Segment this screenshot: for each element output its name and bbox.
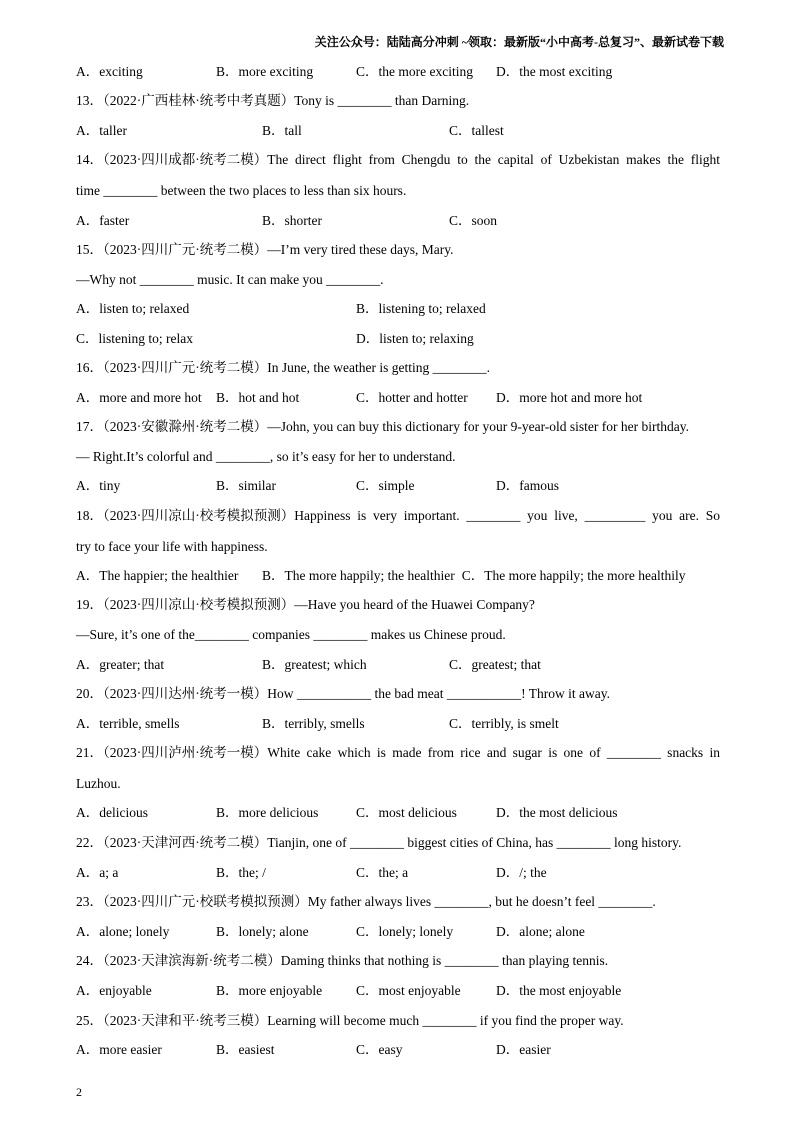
page-number: 2 <box>76 1085 82 1099</box>
question-source: （2023·四川成都·统考二模） <box>103 152 268 167</box>
option-b: B．The more happily; the healthier <box>262 568 455 583</box>
question-prefix <box>76 1012 267 1030</box>
question-text: Tianjin, one of ________ biggest cities of China, has ________ long history. <box>267 835 682 850</box>
question-source: （2023·四川凉山·校考模拟预测） <box>103 597 295 612</box>
option-a: A．enjoyable <box>76 983 152 998</box>
options-row <box>0 389 800 407</box>
question-stem <box>76 1012 624 1030</box>
question-text: Tony is ________ than Darning. <box>294 93 470 108</box>
question-prefix <box>76 893 308 911</box>
question-source: （2023·四川广元·校联考模拟预测） <box>103 894 308 909</box>
question-prefix <box>76 92 294 110</box>
options-row <box>0 330 800 348</box>
question-prefix <box>76 507 294 525</box>
question-number: 23． <box>76 894 103 909</box>
question-stem <box>76 241 453 259</box>
question-number: 20． <box>76 686 103 701</box>
option-c: C．The more happily; the more healthily <box>461 568 686 583</box>
question-prefix <box>76 151 267 169</box>
options-row <box>0 864 800 882</box>
option-b: B．listening to; relaxed <box>356 301 486 316</box>
dialogue-line: — Right.It’s colorful and ________, so it’s easy for her to understand. <box>76 449 456 464</box>
options-row <box>0 1041 800 1059</box>
option-d: D．the most delicious <box>496 805 618 820</box>
option-a: A．terrible, smells <box>76 716 180 731</box>
options-row <box>0 656 800 674</box>
option-a: A．The happier; the healthier <box>76 568 239 583</box>
question-stem <box>76 92 469 110</box>
option-b: B．lonely; alone <box>216 924 309 939</box>
question-source: （2023·四川达州·统考一模） <box>103 686 268 701</box>
option-a: A．a; a <box>76 865 119 880</box>
question-text-continued: Luzhou. <box>76 776 121 791</box>
options-row <box>0 923 800 941</box>
option-c: C．tallest <box>449 123 504 138</box>
question-prefix <box>76 685 267 703</box>
option-c: C．the more exciting <box>356 64 473 79</box>
option-a: A．exciting <box>76 64 143 79</box>
option-c: C．most enjoyable <box>356 983 461 998</box>
option-c: C．listening to; relax <box>76 331 193 346</box>
option-b: B．the; / <box>216 865 266 880</box>
question-stem <box>76 507 720 525</box>
option-c: C．most delicious <box>356 805 457 820</box>
option-d: D．famous <box>496 478 559 493</box>
option-d: D．the most exciting <box>496 64 613 79</box>
question-prefix <box>76 834 267 852</box>
dialogue-line: —Why not ________ music. It can make you ________. <box>76 272 384 287</box>
question-number: 16． <box>76 360 103 375</box>
option-c: C．hotter and hotter <box>356 390 468 405</box>
option-d: D．alone; alone <box>496 924 585 939</box>
question-source: （2023·天津和平·统考三模） <box>103 1013 268 1028</box>
option-d: D．easier <box>496 1042 551 1057</box>
question-source: （2023·四川泸州·统考一模） <box>103 745 268 760</box>
option-d: D．listen to; relaxing <box>356 331 474 346</box>
options-row <box>0 212 800 230</box>
question-source: （2023·安徽滁州·统考二模） <box>103 419 268 434</box>
question-stem <box>76 359 490 377</box>
option-a: A．delicious <box>76 805 148 820</box>
option-c: C．simple <box>356 478 415 493</box>
question-stem <box>76 151 720 169</box>
option-a: A．tiny <box>76 478 121 493</box>
options-row <box>0 477 800 495</box>
question-prefix <box>76 359 267 377</box>
question-number: 13． <box>76 93 103 108</box>
question-text: —John, you can buy this dictionary for your 9-year-old sister for her birthday. <box>267 419 689 434</box>
question-text-continued: time ________ between the two places to less than six hours. <box>76 183 407 198</box>
question-stem <box>76 596 535 614</box>
question-number: 18． <box>76 508 103 523</box>
option-b: B．more delicious <box>216 805 319 820</box>
question-prefix <box>76 952 281 970</box>
question-number: 22． <box>76 835 103 850</box>
option-c: C．terribly, is smelt <box>449 716 559 731</box>
question-text: Daming thinks that nothing is ________ than playing tennis. <box>280 953 609 968</box>
option-a: A．faster <box>76 213 130 228</box>
option-a: A．more and more hot <box>76 390 202 405</box>
question-number: 25． <box>76 1013 103 1028</box>
question-text-continued: try to face your life with happiness. <box>76 539 268 554</box>
option-c: C．lonely; lonely <box>356 924 454 939</box>
continued-options-row <box>0 63 800 81</box>
question-stem <box>76 834 681 852</box>
question-number: 24． <box>76 953 103 968</box>
question-source: （2023·天津河西·统考二模） <box>103 835 268 850</box>
option-a: A．taller <box>76 123 127 138</box>
question-number: 15． <box>76 242 103 257</box>
question-source: （2023·四川广元·统考二模） <box>103 242 268 257</box>
option-b: B．terribly, smells <box>262 716 365 731</box>
question-source: （2023·四川广元·统考二模） <box>103 360 268 375</box>
question-text: My father always lives ________, but he doesn’t feel ________. <box>307 894 656 909</box>
option-b: B．similar <box>216 478 276 493</box>
question-stem <box>76 952 608 970</box>
question-stem <box>76 744 720 762</box>
option-d: D．more hot and more hot <box>496 390 643 405</box>
options-row <box>0 122 800 140</box>
question-source: （2022·广西桂林·统考中考真题） <box>103 93 295 108</box>
option-b: B．more enjoyable <box>216 983 323 998</box>
option-a: A．more easier <box>76 1042 162 1057</box>
option-b: B．easiest <box>216 1042 275 1057</box>
question-stem <box>76 685 610 703</box>
question-prefix <box>76 596 294 614</box>
option-c: C．easy <box>356 1042 403 1057</box>
option-c: C．the; a <box>356 865 409 880</box>
options-row <box>0 567 800 585</box>
option-b: B．more exciting <box>216 64 314 79</box>
options-row <box>0 982 800 1000</box>
option-bc-group <box>262 567 686 585</box>
question-source: （2023·天津滨海新·统考二模） <box>103 953 281 968</box>
option-b: B．greatest; which <box>262 657 367 672</box>
options-row <box>0 715 800 733</box>
question-number: 14． <box>76 152 103 167</box>
option-d: D．/; the <box>496 865 547 880</box>
question-source: （2023·四川凉山·校考模拟预测） <box>103 508 295 523</box>
option-a: A．greater; that <box>76 657 165 672</box>
option-b: B．hot and hot <box>216 390 300 405</box>
question-text: How ___________ the bad meat ___________! Throw it away. <box>267 686 610 701</box>
option-a: A．alone; lonely <box>76 924 170 939</box>
question-number: 19． <box>76 597 103 612</box>
question-text: Happiness is very important. ________ you live, _________ you are. So <box>294 508 720 523</box>
question-number: 17． <box>76 419 103 434</box>
option-c: C．soon <box>449 213 498 228</box>
question-text: —I’m very tired these days, Mary. <box>267 242 454 257</box>
question-number: 21． <box>76 745 103 760</box>
question-text: —Have you heard of the Huawei Company? <box>294 597 535 612</box>
question-text: The direct flight from Chengdu to the capital of Uzbekistan makes the flight <box>267 152 720 167</box>
options-row <box>0 804 800 822</box>
question-text: White cake which is made from rice and sugar is one of ________ snacks in <box>267 745 720 760</box>
option-c: C．greatest; that <box>449 657 541 672</box>
question-stem <box>76 893 656 911</box>
option-b: B．tall <box>262 123 302 138</box>
options-row <box>0 300 800 318</box>
option-d: D．the most enjoyable <box>496 983 622 998</box>
option-b: B．shorter <box>262 213 322 228</box>
dialogue-line: —Sure, it’s one of the________ companies ________ makes us Chinese proud. <box>76 627 506 642</box>
question-prefix <box>76 418 267 436</box>
header-notice: 关注公众号：陆陆高分冲刺 ~领取：最新版“小中高考-总复习”、最新试卷下载 <box>314 35 724 49</box>
question-text: Learning will become much ________ if you find the proper way. <box>267 1013 624 1028</box>
question-stem <box>76 418 689 436</box>
option-a: A．listen to; relaxed <box>76 301 190 316</box>
question-prefix <box>76 744 267 762</box>
question-prefix <box>76 241 267 259</box>
question-text: In June, the weather is getting ________. <box>267 360 490 375</box>
